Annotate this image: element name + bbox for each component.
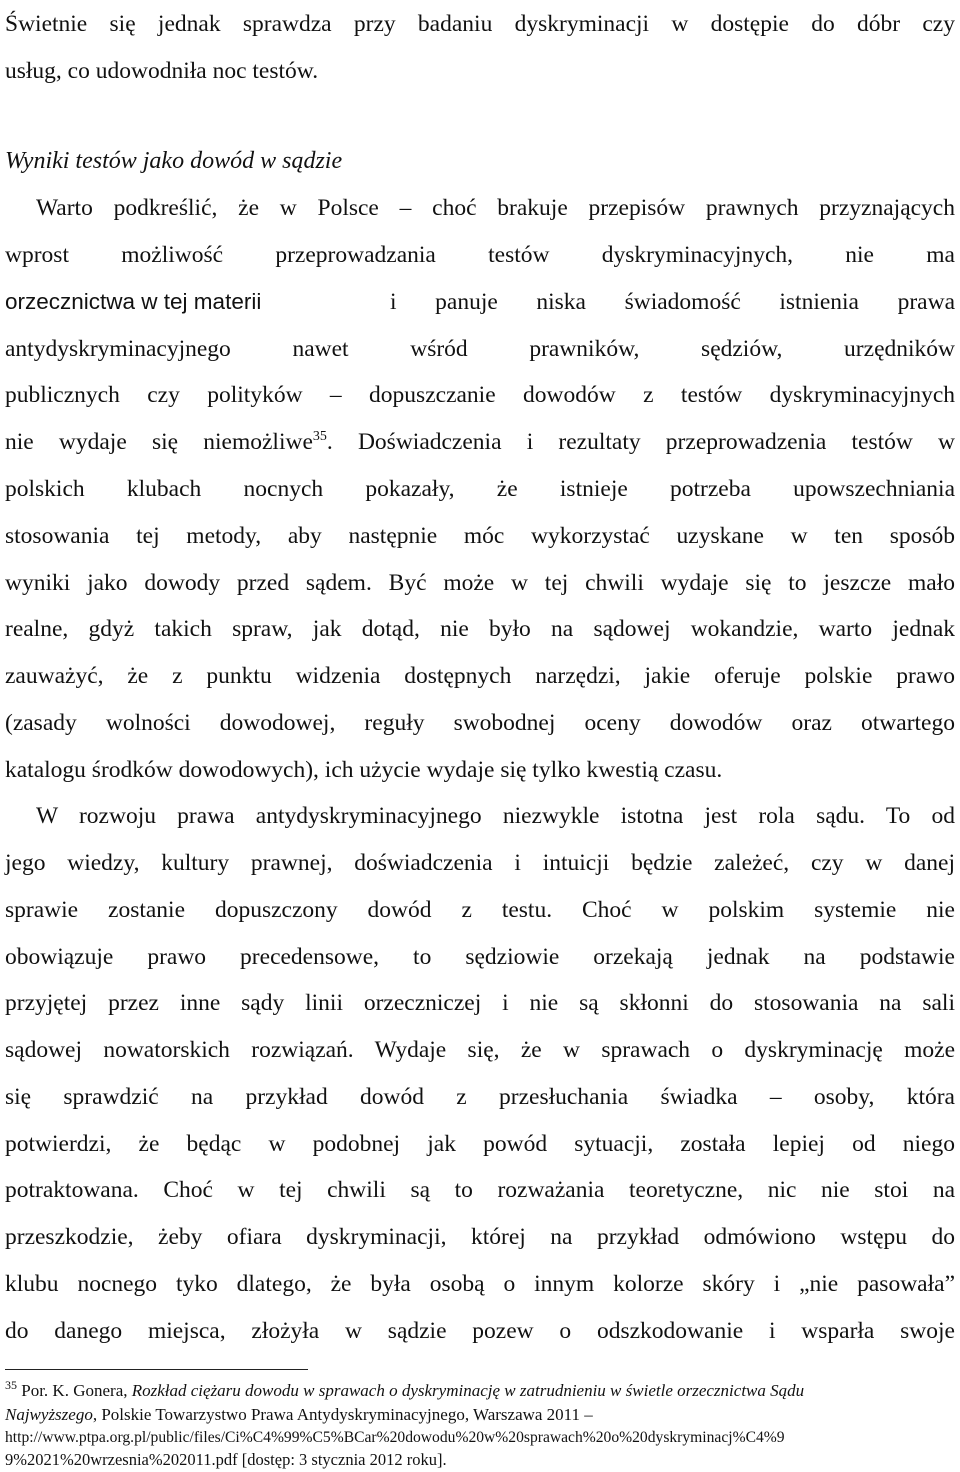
footnote-publisher: , Polskie Towarzystwo Prawa Antydyskryminacyjnego, Warszawa 2011 – [92, 1405, 593, 1424]
paragraph-line: publicznych czy polityków – dopuszczanie dowodów z testów dyskryminacyjnych [5, 382, 955, 408]
paragraph-line: przeszkodzie, żeby ofiara dyskryminacji, której na przykład odmówiono wstępu do [5, 1224, 955, 1250]
paragraph-line: obowiązuje prawo precedensowe, to sędziowie orzekają jednak na podstawie [5, 944, 955, 970]
footnote-line [5, 1404, 955, 1426]
paragraph-line: potwierdzi, że będąc w podobnej jak powód sytuacji, została lepiej od niego [5, 1131, 955, 1157]
paragraph-segment: orzecznictwa w tej materii [5, 289, 262, 314]
paragraph-line: Świetnie się jednak sprawdza przy badaniu dyskryminacji w dostępie do dóbr czy [5, 11, 955, 37]
footnote-reference: 35 [312, 429, 327, 444]
paragraph-line: jego wiedzy, kultury prawnej, doświadczenia i intuicji będzie zależeć, czy w danej [5, 850, 955, 876]
footnote-author: Por. K. Gonera, [17, 1381, 132, 1400]
paragraph-line: (zasady wolności dowodowej, reguły swobodnej oceny dowodów oraz otwartego [5, 710, 955, 736]
paragraph-line: zauważyć, że z punktu widzenia dostępnych narzędzi, jakie oferuje polskie prawo [5, 663, 955, 689]
paragraph-line: katalogu środków dowodowych), ich użycie wydaje się tylko kwestią czasu. [5, 757, 723, 783]
paragraph-line: sprawie zostanie dopuszczony dowód z testu. Choć w polskim systemie nie [5, 897, 955, 923]
footnote-separator [5, 1369, 308, 1370]
footnote-url[interactable]: 9%2021%20wrzesnia%202011.pdf [dostęp: 3 stycznia 2012 roku]. [5, 1450, 447, 1469]
paragraph-line: stosowania tej metody, aby następnie móc wykorzystać uzyskane w ten sposób [5, 523, 955, 549]
paragraph-segment: . Doświadczenia i rezultaty przeprowadzenia testów w [326, 429, 956, 455]
paragraph-line: W rozwoju prawa antydyskryminacyjnego niezwykle istotna jest rola sądu. To od [36, 803, 955, 829]
paragraph-line: wprost możliwość przeprowadzania testów dyskryminacyjnych, nie ma [5, 242, 955, 268]
paragraph-line: antydyskryminacyjnego nawet wśród prawników, sędziów, urzędników [5, 336, 955, 362]
paragraph-line: potraktowana. Choć w tej chwili są to rozważania teoretyczne, nic nie stoi na [5, 1177, 955, 1203]
paragraph-line: polskich klubach nocnych pokazały, że istnieje potrzeba upowszechniania [5, 476, 955, 502]
paragraph-line: realne, gdyż takich spraw, jak dotąd, nie było na sądowej wokandzie, warto jednak [5, 616, 955, 642]
paragraph-line: Warto podkreślić, że w Polsce – choć brakuje przepisów prawnych przyznających [36, 195, 955, 221]
paragraph-line: się sprawdzić na przykład dowód z przesłuchania świadka – osoby, która [5, 1084, 955, 1110]
paragraph-line: sądowej nowatorskich rozwiązań. Wydaje się, że w sprawach o dyskryminację może [5, 1037, 955, 1063]
paragraph-line: usług, co udowodniła noc testów. [5, 58, 319, 84]
footnote-url[interactable]: http://www.ptpa.org.pl/public/files/Ci%C4%99%C5%BCar%20dowodu%20w%20sprawach%20o%20dyskryminacj%C4%9 [5, 1429, 785, 1446]
paragraph-line: klubu nocnego tyko dlatego, że była osobą o innym kolorze skóry i „nie pasowała” [5, 1271, 955, 1297]
paragraph-line [5, 427, 955, 457]
paragraph-segment: i panuje niska świadomość istnienia prawa [390, 289, 955, 315]
paragraph-line: przyjętej przez inne sądy linii orzeczniczej i nie są skłonni do stosowania na sali [5, 990, 955, 1016]
paragraph-line: do danego miejsca, złożyła w sądzie pozew o odszkodowanie i wsparła swoje [5, 1318, 955, 1344]
paragraph-line: wyniki jako dowody przed sądem. Być może w tej chwili wydaje się to jeszcze mało [5, 570, 955, 596]
paragraph-segment: nie wydaje się niemożliwe [5, 429, 313, 455]
footnote-number: 35 [5, 1378, 17, 1392]
footnote-line [5, 1380, 955, 1402]
footnote-title: Najwyższego [5, 1405, 93, 1424]
section-heading: Wyniki testów jako dowód w sądzie [5, 148, 343, 174]
footnote-title: Rozkład ciężaru dowodu w sprawach o dyskryminację w zatrudnieniu w świetle orzecznictwa Sądu [131, 1381, 805, 1400]
